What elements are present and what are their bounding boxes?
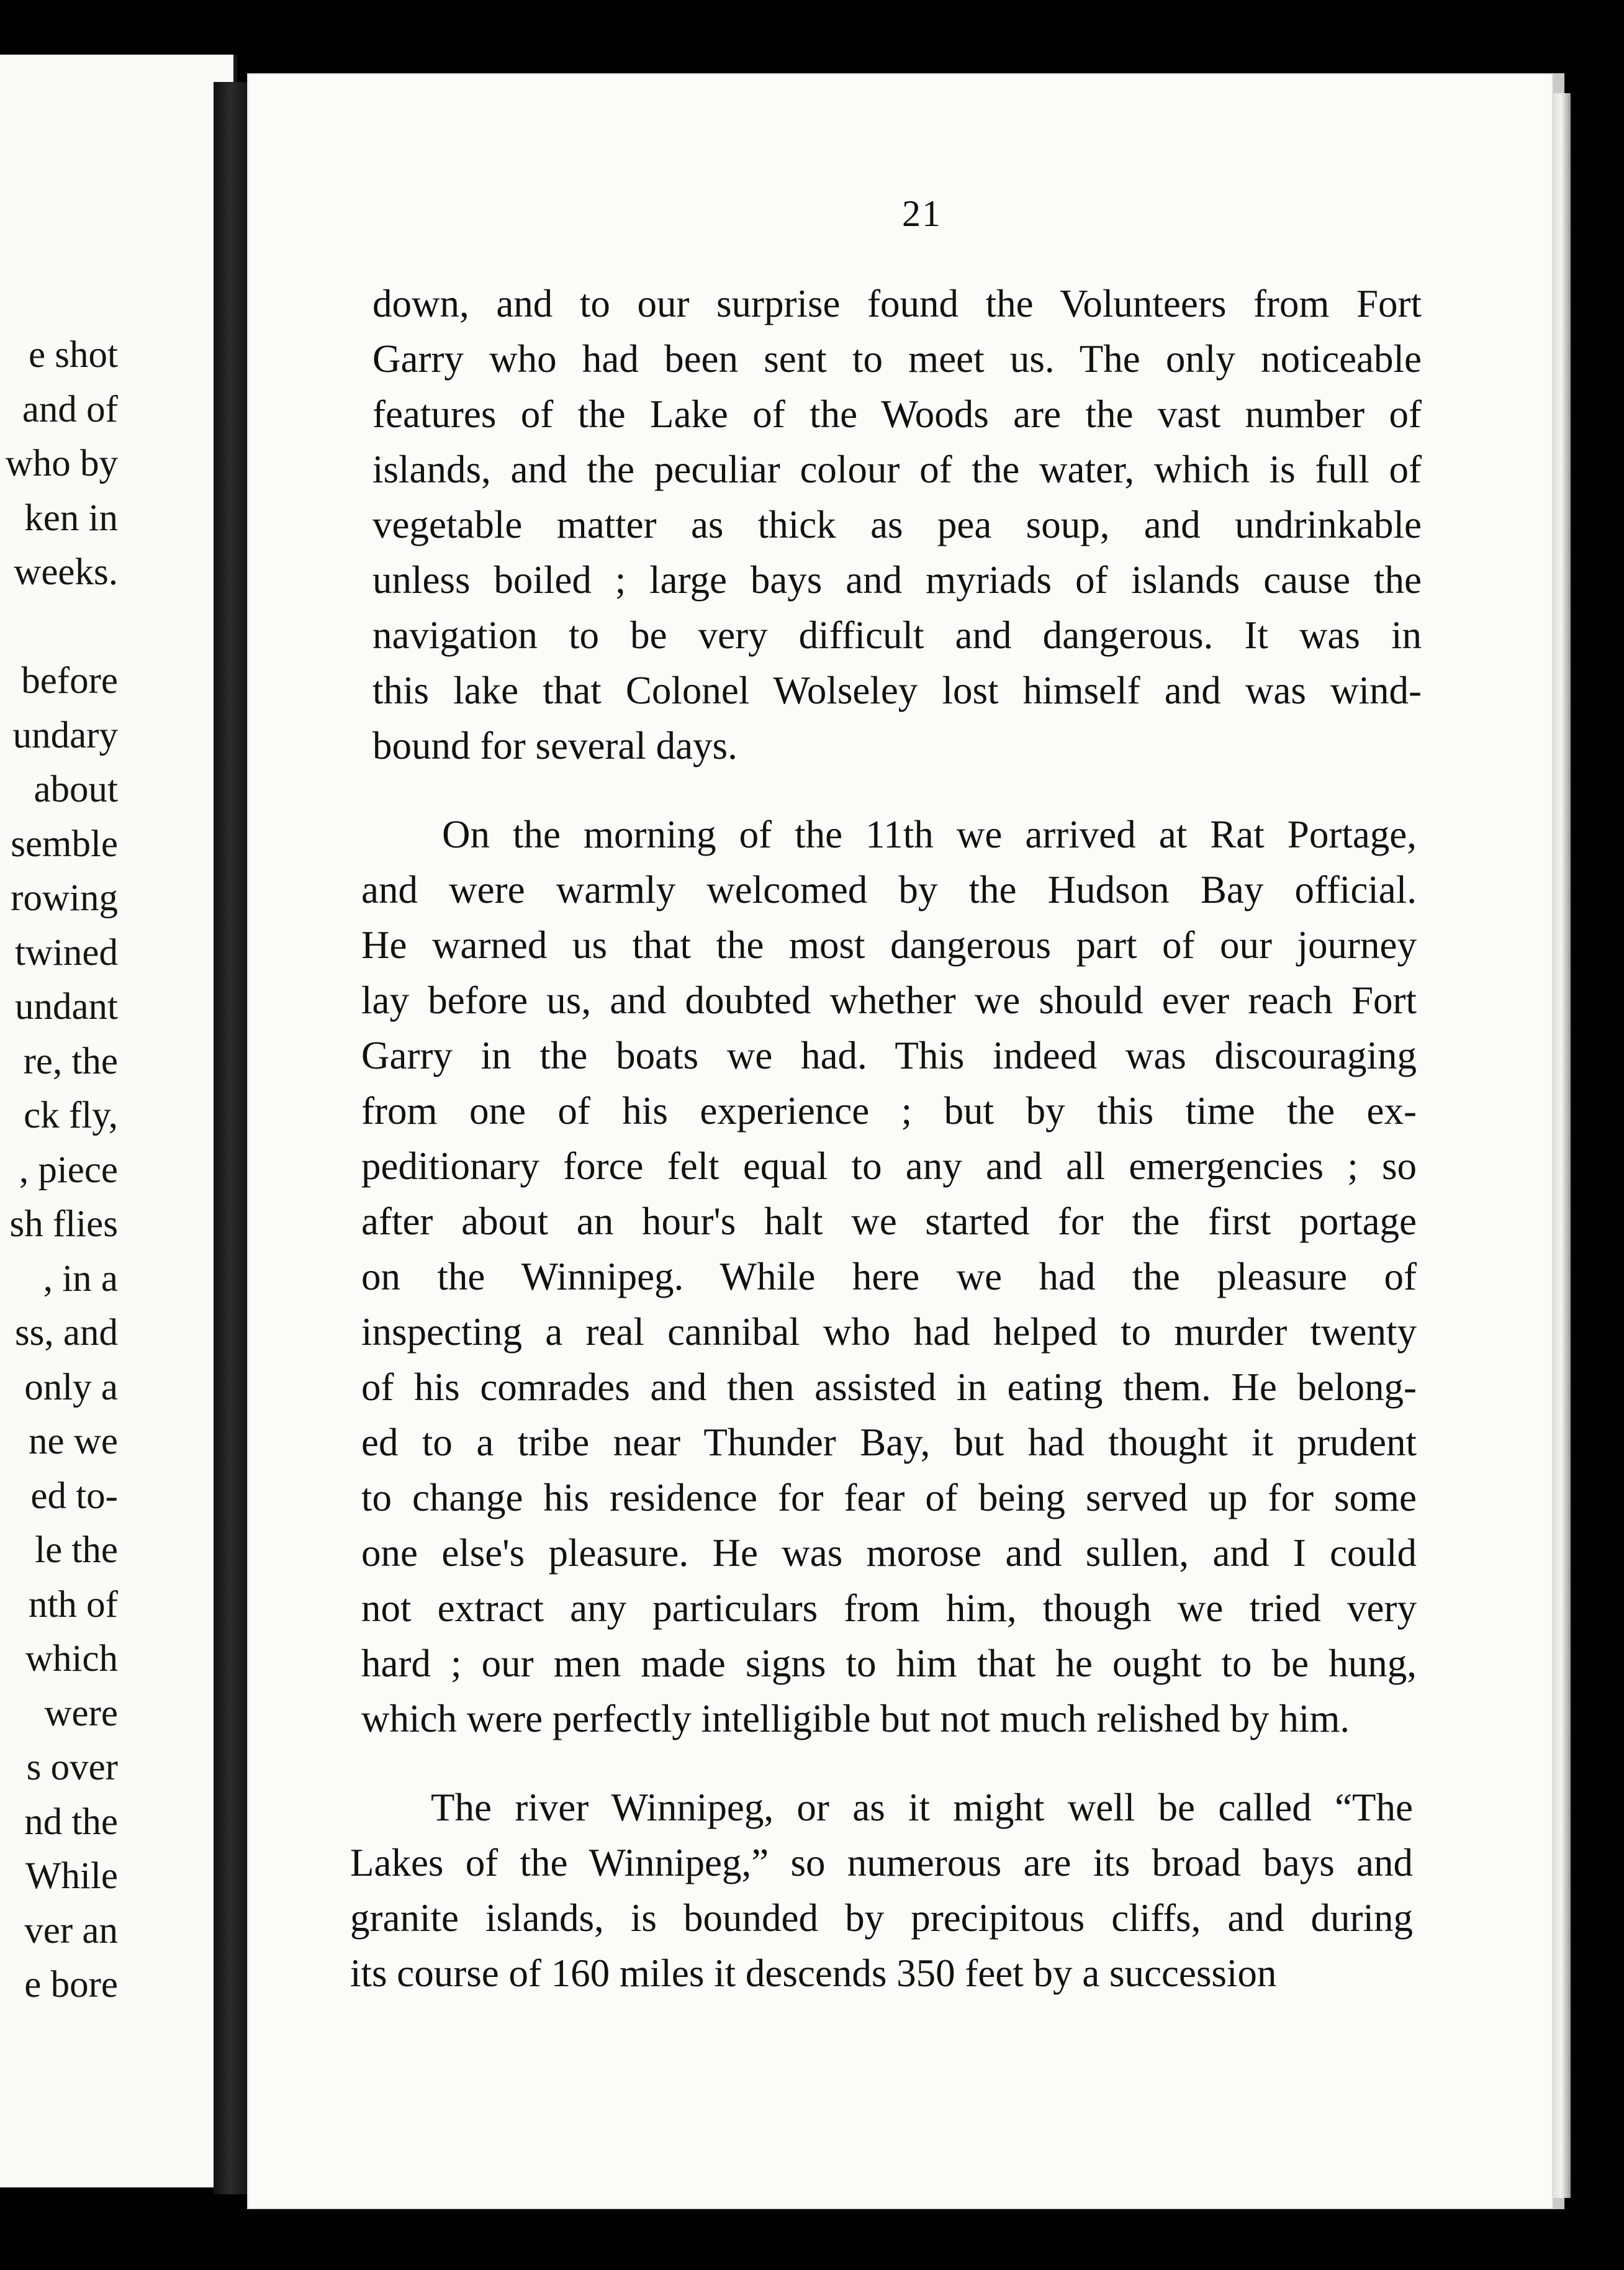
book-gutter: [214, 82, 251, 2194]
text-line: which were perfectly intelligible but not much relished by him.: [361, 1697, 1350, 1740]
left-page-line: [0, 600, 230, 654]
text-line: He warned us that the most dangerous part of our journey: [361, 923, 1417, 967]
left-page-line: s over: [26, 1747, 118, 1788]
left-facing-page: [0, 55, 237, 2187]
text-line: On the morning of the 11th we arrived at Rat Portage,: [442, 813, 1417, 856]
text-line: from one of his experience ; but by this time the ex-: [361, 1089, 1417, 1133]
left-page-line: who by: [5, 443, 118, 484]
left-page-line: sh flies: [9, 1203, 118, 1245]
left-page-line: , in a: [43, 1257, 118, 1300]
text-line: Garry in the boats we had. This indeed was discouraging: [361, 1034, 1417, 1077]
text-line: bound for several days.: [372, 724, 738, 767]
left-page-line: semble: [11, 823, 118, 865]
text-line: its course of 160 miles it descends 350 feet by a succession: [350, 1951, 1277, 1995]
text-line: and were warmly welcomed by the Hudson Bay official.: [361, 868, 1417, 911]
text-line: this lake that Colonel Wolseley lost himself and was wind-: [372, 669, 1422, 712]
text-line: navigation to be very difficult and dangerous. It was in: [372, 613, 1422, 657]
left-page-line: le the: [35, 1529, 118, 1571]
left-page-line: e bore: [24, 1964, 118, 2005]
text-line: not extract any particulars from him, though we tried very: [361, 1586, 1417, 1630]
left-page-line: ver an: [24, 1909, 118, 1951]
left-page-line: nth of: [28, 1583, 118, 1626]
left-page-line: and of: [22, 388, 118, 430]
text-line: The river Winnipeg, or as it might well be called “The: [431, 1786, 1413, 1829]
left-page-line: e shot: [28, 334, 118, 376]
text-line: vegetable matter as thick as pea soup, and undrinkable: [372, 503, 1422, 546]
text-line: peditionary force felt equal to any and all emergencies ; so: [361, 1144, 1417, 1188]
left-page-text-fragments: [0, 328, 230, 2012]
text-line: Lakes of the Winnipeg,” so numerous are its broad bays and: [350, 1841, 1413, 1884]
left-page-line: nd the: [24, 1801, 118, 1843]
left-page-line: before: [21, 660, 118, 702]
left-page-line: twined: [14, 931, 118, 974]
text-line: islands, and the peculiar colour of the water, which is full of: [372, 448, 1422, 491]
text-line: unless boiled ; large bays and myriads of islands cause the: [372, 558, 1422, 602]
left-page-line: which: [25, 1638, 118, 1680]
left-page-line: ck fly,: [24, 1095, 118, 1136]
text-line: Garry who had been sent to meet us. The only noticeable: [372, 337, 1422, 381]
page-number: 21: [902, 193, 942, 234]
text-line: lay before us, and doubted whether we should ever reach Fort: [361, 979, 1417, 1022]
left-page-line: ss, and: [14, 1312, 118, 1354]
left-page-line: about: [34, 769, 118, 810]
text-line: ed to a tribe near Thunder Bay, but had thought it prudent: [361, 1421, 1417, 1464]
left-page-line: re, the: [23, 1040, 118, 1082]
text-line: down, and to our surprise found the Volunteers from Fort: [372, 282, 1422, 325]
paragraph-1: [372, 276, 1422, 774]
text-line: features of the Lake of the Woods are the vast number of: [372, 392, 1422, 436]
text-line: on the Winnipeg. While here we had the pleasure of: [361, 1255, 1417, 1298]
left-page-line: ne we: [29, 1421, 118, 1462]
left-page-line: undant: [14, 986, 118, 1028]
body-text: [350, 276, 1422, 2001]
text-line: granite islands, is bounded by precipitous cliffs, and during: [350, 1896, 1413, 1940]
page-edge: [1552, 93, 1571, 2198]
left-page-line: ed to-: [30, 1475, 118, 1517]
left-page-line: weeks.: [14, 551, 118, 593]
text-line: inspecting a real cannibal who had helped to murder twenty: [361, 1310, 1417, 1354]
paragraph-3: [350, 1780, 1413, 2001]
paragraph-2: [361, 807, 1417, 1747]
left-page-line: undary: [12, 714, 118, 756]
left-page-line: rowing: [11, 877, 118, 919]
text-line: to change his residence for fear of being served up for some: [361, 1476, 1417, 1519]
left-page-line: were: [44, 1692, 118, 1734]
text-line: of his comrades and then assisted in eating them. He belong-: [361, 1365, 1417, 1409]
left-page-line: ken in: [24, 497, 118, 539]
left-page-line: While: [25, 1855, 118, 1897]
left-page-line: , piece: [19, 1149, 118, 1191]
left-page-line: only a: [24, 1366, 118, 1408]
text-line: after about an hour's halt we started for the first portage: [361, 1200, 1417, 1243]
text-line: one else's pleasure. He was morose and sullen, and I could: [361, 1531, 1417, 1575]
text-line: hard ; our men made signs to him that he ought to be hung,: [361, 1642, 1417, 1685]
